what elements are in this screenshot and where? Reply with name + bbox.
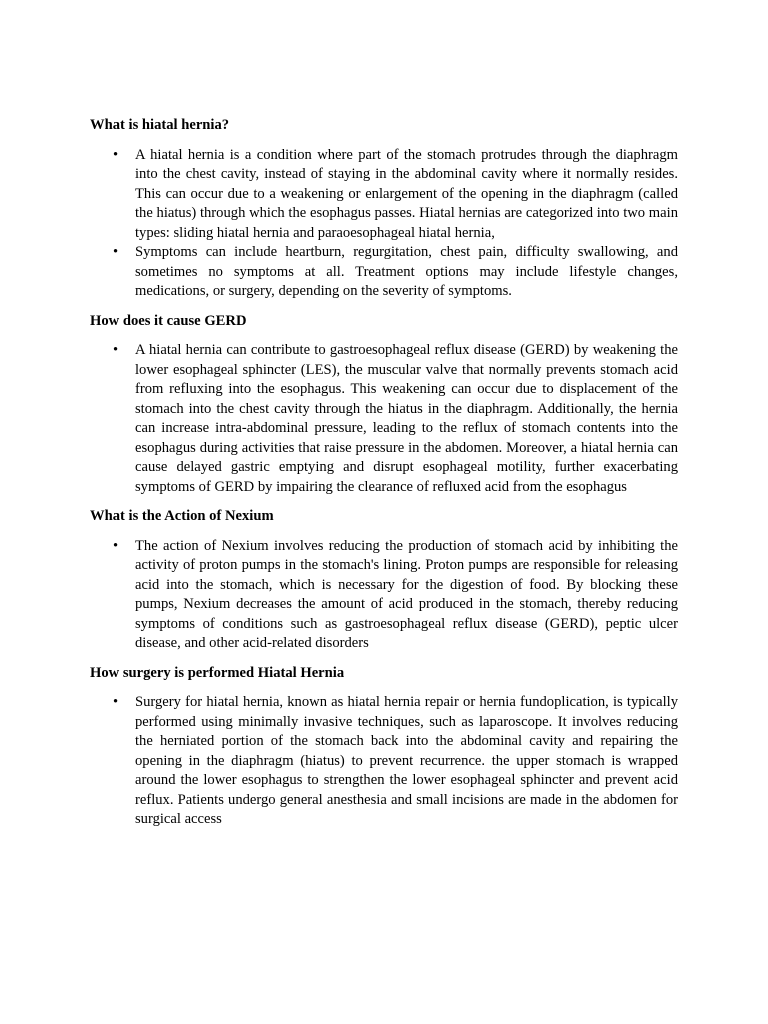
list-item — [90, 146, 678, 244]
bullet-icon: • — [113, 244, 119, 260]
list-item-text: Surgery for hiatal hernia, known as hiatal hernia repair or hernia fundoplication, is typically performed using minimally invasive techniques, such as laparoscope. It involves reducing the herniated portion of the stomach back into the abdominal cavity and repairing the opening in the diaphragm (hiatus) to prevent recurrence. the upper stomach is wrapped around the lower esophagus to strengthen the lower esophageal sphincter and prevent acid reflux. Patients undergo general anesthesia and small incisions are made in the abdomen for surgical access — [135, 694, 678, 827]
list-item-text: A hiatal hernia can contribute to gastroesophageal reflux disease (GERD) by weakening the lower esophageal sphincter (LES), the muscular valve that normally prevents stomach acid from refluxing into the esophagus. This weakening can occur due to displacement of the stomach into the chest cavity through the hiatus in the diaphragm. Additionally, the hernia can increase intra-abdominal pressure, leading to the reflux of stomach contents into the esophagus during activities that raise pressure in the abdomen. Moreover, a hiatal hernia can cause delayed gastric emptying and disrupt esophageal motility, further exacerbating symptoms of GERD by impairing the clearance of refluxed acid from the esophagus — [135, 342, 678, 495]
bullet-list — [90, 537, 678, 654]
list-item-text: Symptoms can include heartburn, regurgitation, chest pain, difficulty swallowing, and sometimes no symptoms at all. Treatment options may include lifestyle changes, medications, or surgery, depending on the severity of symptoms. — [135, 244, 678, 299]
list-item — [90, 693, 678, 830]
bullet-list — [90, 146, 678, 302]
bullet-list — [90, 341, 678, 497]
section-heading: How surgery is performed Hiatal Hernia — [90, 664, 345, 681]
section-heading: What is the Action of Nexium — [90, 508, 274, 524]
section-nexium-action — [90, 507, 678, 654]
section-gerd-cause — [90, 312, 678, 498]
bullet-icon: • — [113, 146, 119, 163]
list-item-text: The action of Nexium involves reducing the production of stomach acid by inhibiting the activity of proton pumps in the stomach's lining. Proton pumps are responsible for releasing acid into the stomach, which is necessary for the digestion of food. By blocking these pumps, Nexium decreases the amount of acid produced in the stomach, thereby reducing symptoms of conditions such as gastroesophageal reflux disease (GERD), peptic ulcer disease, and other acid-related disorders — [135, 537, 678, 651]
list-item-text: A hiatal hernia is a condition where part of the stomach protrudes through the diaphragm into the chest cavity, instead of staying in the abdominal cavity where it normally resides. This can occur due to a weakening or enlargement of the opening in the diaphragm (called the hiatus) through which the esophagus passes. Hiatal hernias are categorized into two main types: sliding hiatal hernia and paraoesophageal hiatal hernia, — [135, 146, 678, 241]
bullet-icon: • — [113, 537, 119, 554]
bullet-icon: • — [113, 694, 119, 710]
section-hiatal-hernia — [90, 116, 678, 302]
bullet-icon: • — [113, 342, 119, 358]
bullet-list — [90, 693, 678, 830]
section-surgery — [90, 664, 678, 830]
list-item — [90, 537, 678, 654]
section-heading: What is hiatal hernia? — [90, 117, 230, 133]
section-heading: How does it cause GERD — [90, 312, 247, 329]
list-item — [90, 341, 678, 497]
list-item — [90, 243, 678, 302]
document-page — [90, 116, 678, 840]
